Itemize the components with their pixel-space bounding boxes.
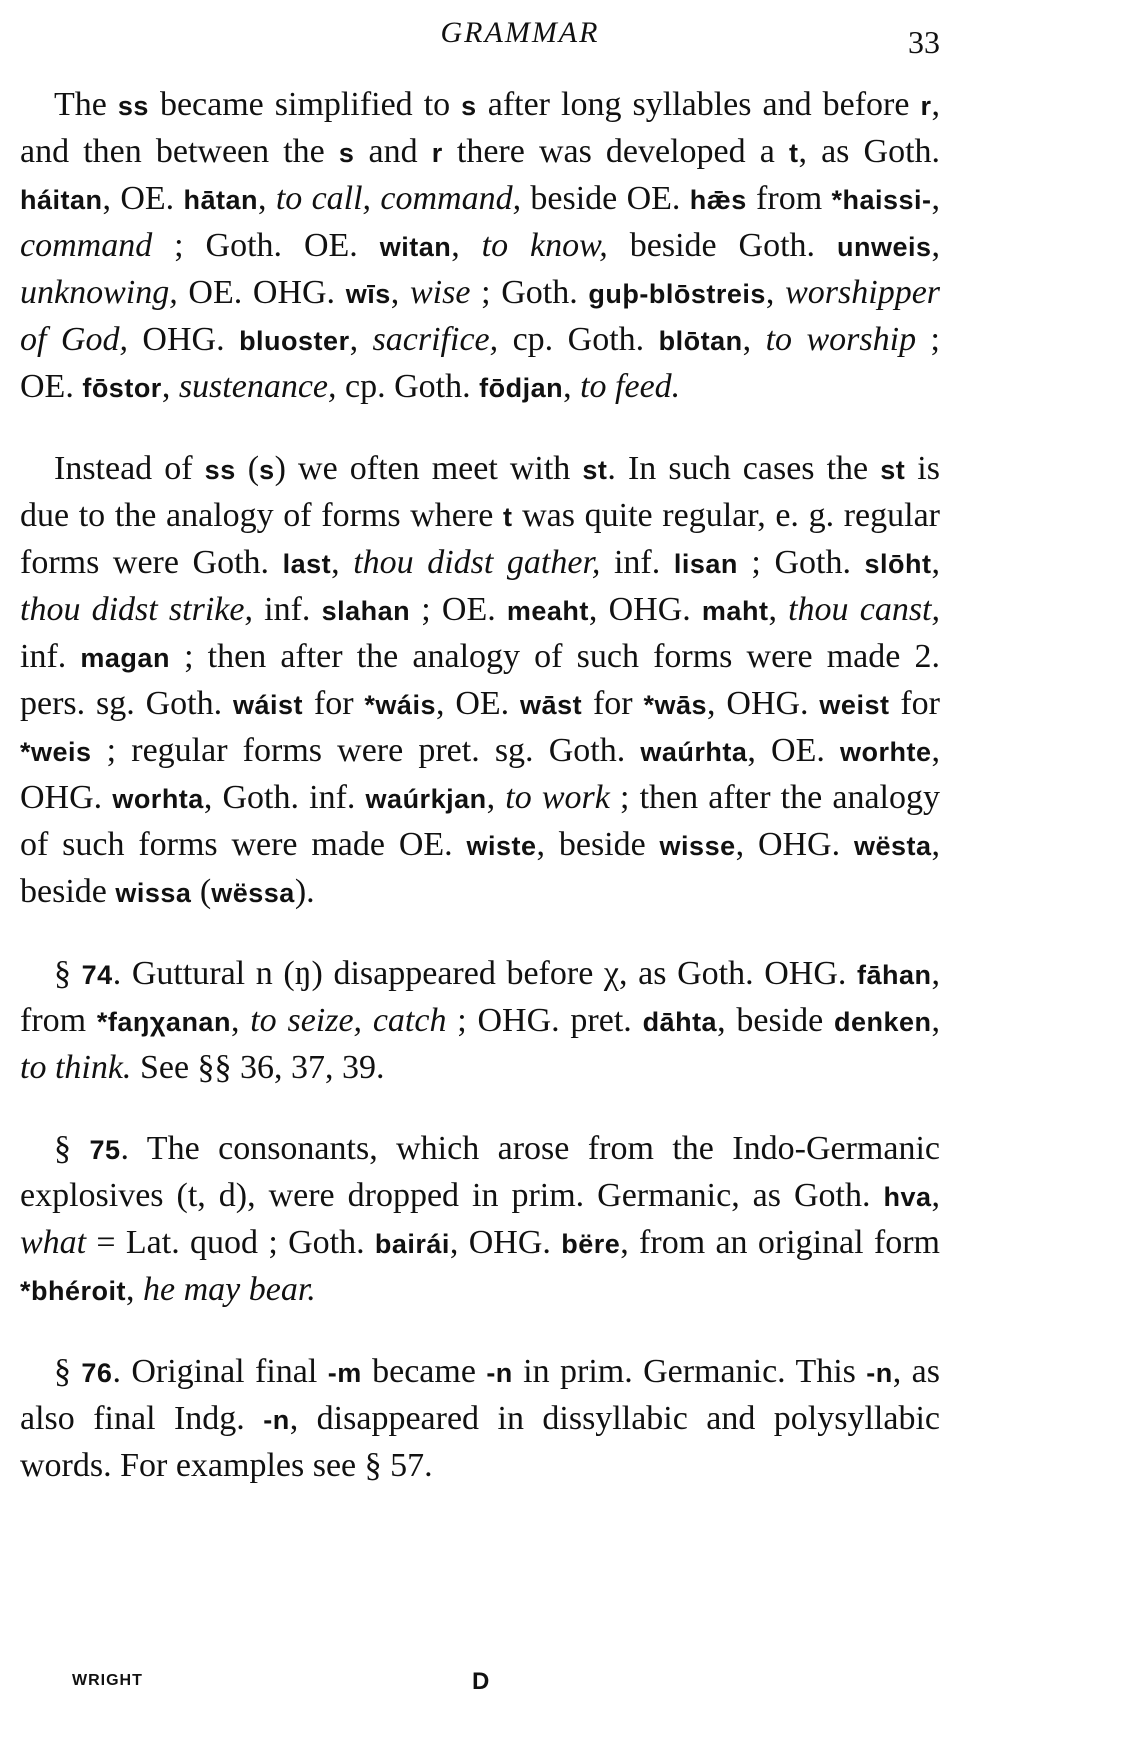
word-form: witan <box>379 232 452 262</box>
text-run: ). <box>294 873 315 910</box>
text-run: ; OE. <box>410 591 507 628</box>
text-run: , <box>257 180 276 217</box>
gloss: to work <box>505 779 610 816</box>
text-run: inf. <box>20 638 81 675</box>
word-form: wësta <box>853 831 932 861</box>
gloss: sustenance, <box>178 368 337 405</box>
text-run: inf. <box>252 591 322 628</box>
text-run: , OE. <box>747 732 840 769</box>
text-run: , <box>331 544 354 581</box>
text-run: , beside <box>20 826 940 910</box>
word-form: *faŋχanan <box>96 1007 231 1037</box>
text-run: , OHG. <box>449 1224 562 1261</box>
text-run: § <box>54 1130 90 1167</box>
text-run: ; regular forms were pret. sg. Goth. <box>91 732 641 769</box>
word-form: weist <box>819 690 890 720</box>
word-form: t <box>502 502 513 532</box>
text-run: See §§ 36, 37, 39. <box>131 1049 385 1086</box>
text-run: ; then after the analogy of such forms were made OE. <box>20 779 940 863</box>
text-run: , <box>931 180 941 217</box>
text-run: , <box>931 227 941 264</box>
word-form: worhte <box>839 737 932 767</box>
running-head <box>20 16 1020 60</box>
word-form: dāhta <box>642 1007 718 1037</box>
word-form: blōtan <box>658 326 743 356</box>
text-run: became simplified to <box>148 86 462 123</box>
word-form: háitan <box>20 185 103 215</box>
text-run: ( <box>235 450 260 487</box>
text-run: in prim. Germanic. This <box>512 1353 867 1390</box>
text-run: ; Goth. <box>470 274 589 311</box>
word-form: 75 <box>89 1135 121 1165</box>
word-form: wīs <box>345 279 391 309</box>
text-run: was quite regular, e. g. regular forms were Goth. <box>20 497 941 581</box>
word-form: wisse <box>659 831 736 861</box>
text-run: there was developed a <box>442 133 789 170</box>
word-form: *haissi- <box>831 185 932 215</box>
gloss: wise <box>409 274 471 311</box>
text-run: , <box>230 1002 251 1039</box>
gloss: to worship <box>765 321 917 358</box>
gloss: unknowing, <box>20 274 178 311</box>
word-form: waúrkjan <box>365 784 487 814</box>
word-form: denken <box>834 1007 932 1037</box>
gloss: to think. <box>20 1049 132 1086</box>
word-form: slahan <box>321 596 411 626</box>
text-run: , beside <box>536 826 660 863</box>
text-run: for <box>582 685 644 722</box>
text-run: , <box>742 321 766 358</box>
text-run: . The consonants, which arose from the Indo-Germanic explosives (t, d), were dropped in prim. Germanic, as Goth. <box>20 1130 940 1214</box>
running-head-title: GRAMMAR <box>440 16 600 49</box>
gloss: thou didst strike, <box>20 591 253 628</box>
word-form: s <box>338 138 355 168</box>
text-run: OE. OHG. <box>177 274 346 311</box>
text-run: , <box>768 591 789 628</box>
text-run: , disappeared in dissyllabic and polysyllabic words. For examples see § 57. <box>20 1400 940 1484</box>
text-run: , from <box>20 955 941 1039</box>
word-form: worhta <box>112 784 204 814</box>
text-run: ; then after the analogy of such forms were made 2. pers. sg. Goth. <box>20 638 940 722</box>
text-run: OHG. <box>127 321 240 358</box>
gloss: worshipper of God, <box>20 274 941 358</box>
page-number: 33 <box>908 24 940 60</box>
text-run: , as also final Indg. <box>20 1353 940 1437</box>
gloss: thou canst, <box>788 591 940 628</box>
gloss: to call, command, <box>275 180 522 217</box>
word-form: *wáis <box>364 690 436 720</box>
word-form: -n <box>866 1358 893 1388</box>
text-run: ( <box>191 873 212 910</box>
text-run: , as Goth. <box>798 133 941 170</box>
word-form: waúrhta <box>640 737 748 767</box>
printer-signature: WRIGHT <box>72 1672 143 1689</box>
word-form: r <box>431 138 443 168</box>
word-form: wáist <box>233 690 304 720</box>
word-form: *wās <box>643 690 708 720</box>
word-form: wissa <box>115 878 192 908</box>
word-form: -n <box>486 1358 513 1388</box>
text-run: after long syllables and before <box>476 86 921 123</box>
gloss: sacrifice, <box>372 321 499 358</box>
text-run: , <box>486 779 506 816</box>
word-form: unweis <box>836 232 932 262</box>
section-75-consonants <box>20 1126 940 1314</box>
text-run: became <box>361 1353 487 1390</box>
word-form: meaht <box>506 596 589 626</box>
word-form: wëssa <box>211 878 295 908</box>
text-run: , OE. <box>435 685 521 722</box>
text-run: , <box>931 1177 940 1214</box>
word-form: maht <box>701 596 769 626</box>
gloss: to know, <box>481 227 608 264</box>
text-run: for <box>303 685 365 722</box>
word-form: guþ-blōstreis <box>588 279 766 309</box>
word-form: t <box>788 138 799 168</box>
text-run: beside Goth. <box>607 227 837 264</box>
text-run: inf. <box>600 544 674 581</box>
text-run: ; Goth. <box>737 544 865 581</box>
word-form: hva <box>883 1182 932 1212</box>
word-form: wāst <box>520 690 583 720</box>
gloss: to feed. <box>580 368 681 405</box>
word-form: *bhéroit <box>20 1276 127 1306</box>
book-page <box>20 0 1020 1741</box>
word-form: st <box>582 455 608 485</box>
text-run: . Original final <box>112 1353 328 1390</box>
text-run: beside OE. <box>521 180 690 217</box>
word-form: bluoster <box>239 326 350 356</box>
text-run: The <box>54 86 118 123</box>
page-footer <box>20 1668 1020 1712</box>
text-run: ; OHG. pret. <box>446 1002 643 1039</box>
word-form: s <box>259 455 275 485</box>
gloss: command <box>20 227 153 264</box>
text-run: cp. Goth. <box>498 321 659 358</box>
word-form: r <box>920 91 932 121</box>
text-run: , OHG. <box>20 732 940 816</box>
text-run: , Goth. inf. <box>203 779 366 816</box>
word-form: st <box>880 455 906 485</box>
text-run: and <box>354 133 432 170</box>
page-body <box>20 82 940 1524</box>
text-run: , from an original form <box>620 1224 940 1261</box>
text-run: , OHG. <box>707 685 820 722</box>
word-form: -m <box>327 1358 362 1388</box>
text-run: ) we often meet with <box>274 450 583 487</box>
signature-letter: D <box>472 1668 490 1695</box>
text-run: , beside <box>717 1002 834 1039</box>
word-form: 76 <box>81 1358 113 1388</box>
text-run: , <box>563 368 581 405</box>
text-run: . In such cases the <box>607 450 881 487</box>
word-form: bëre <box>561 1229 621 1259</box>
text-run: . Guttural n (ŋ) disappeared before χ, as Goth. OHG. <box>112 955 857 992</box>
text-run: , <box>161 368 179 405</box>
word-form: wiste <box>466 831 537 861</box>
text-run: is due to the analogy of forms where <box>20 450 940 534</box>
text-run: Instead of <box>54 450 205 487</box>
word-form: magan <box>80 643 170 673</box>
text-run: , and then between the <box>20 86 940 170</box>
text-run: § <box>54 1353 82 1390</box>
text-run: , <box>451 227 482 264</box>
text-run: for <box>889 685 940 722</box>
paragraph-st-analogy <box>20 446 940 916</box>
text-run: , OE. <box>102 180 184 217</box>
text-run: from <box>746 180 832 217</box>
text-run: , OHG. <box>588 591 702 628</box>
word-form: ss <box>117 91 149 121</box>
text-run: ; OE. <box>20 321 940 405</box>
gloss: what <box>20 1224 87 1261</box>
text-run: § <box>54 955 82 992</box>
gloss: he may bear. <box>143 1271 316 1308</box>
text-run: , <box>390 274 410 311</box>
text-run: , <box>931 544 941 581</box>
word-form: lisan <box>673 549 738 579</box>
text-run: ; Goth. OE. <box>152 227 380 264</box>
section-76-final-m <box>20 1349 940 1489</box>
word-form: fāhan <box>857 960 932 990</box>
word-form: slōht <box>864 549 932 579</box>
word-form: s <box>461 91 477 121</box>
word-form: last <box>282 549 332 579</box>
section-74-guttural-n <box>20 951 940 1091</box>
gloss: thou didst gather, <box>353 544 601 581</box>
word-form: fōdjan <box>479 373 564 403</box>
word-form: hǣs <box>689 185 747 215</box>
text-run: , <box>349 321 373 358</box>
word-form: ss <box>204 455 236 485</box>
text-run: , <box>126 1271 144 1308</box>
word-form: 74 <box>81 960 113 990</box>
text-run: , <box>765 274 786 311</box>
paragraph-ss-simplification <box>20 82 940 411</box>
word-form: -n <box>263 1405 290 1435</box>
word-form: *weis <box>20 737 92 767</box>
gloss: to seize, catch <box>250 1002 447 1039</box>
word-form: hātan <box>183 185 258 215</box>
text-run: = Lat. quod ; Goth. <box>86 1224 375 1261</box>
word-form: fōstor <box>82 373 162 403</box>
text-run: , OHG. <box>735 826 854 863</box>
text-run: cp. Goth. <box>336 368 480 405</box>
text-run: , <box>931 1002 941 1039</box>
word-form: bairái <box>374 1229 450 1259</box>
